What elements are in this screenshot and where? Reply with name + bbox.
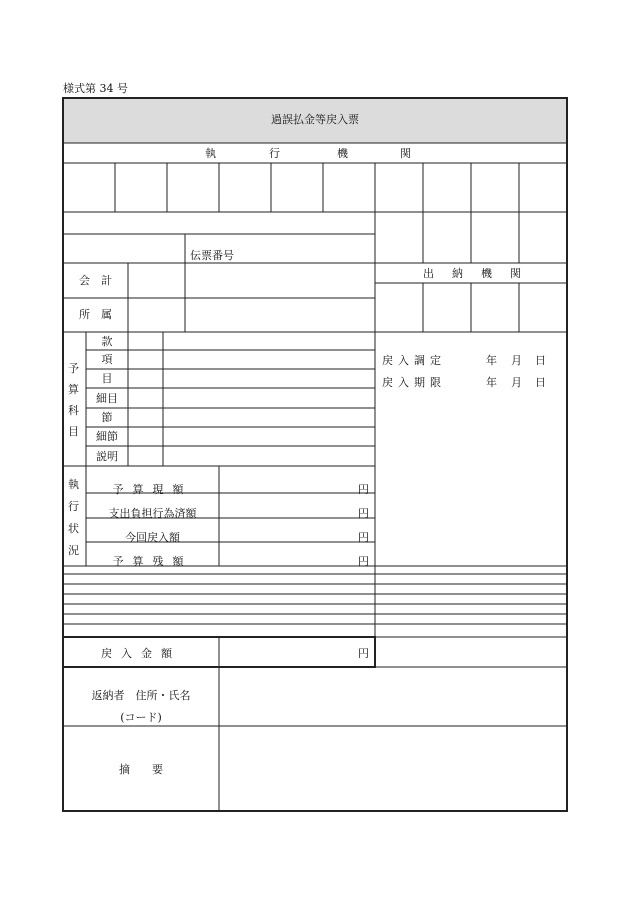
- suitou-char: 出: [423, 267, 434, 280]
- returner-label: 返納者 住所・氏名: [91, 689, 191, 702]
- day-label: 日: [535, 376, 546, 389]
- form-title: 過誤払金等戻入票: [271, 113, 359, 126]
- budget-item-saisetsu: 細節: [96, 430, 118, 443]
- year-label: 年: [486, 376, 497, 389]
- budget-current-label: 予算現額: [112, 483, 193, 496]
- suitou-char: 機: [481, 267, 492, 280]
- shozoku-label: 所 属: [79, 308, 112, 321]
- budget-group-char: 科: [68, 404, 79, 417]
- yen-unit: 円: [358, 555, 369, 568]
- month-label: 月: [511, 354, 522, 367]
- yen-unit: 円: [358, 507, 369, 520]
- suitou-char: 納: [452, 267, 463, 280]
- execution-group-char: 況: [68, 544, 79, 557]
- kaikei-label: 会 計: [79, 274, 112, 287]
- budget-item-setsumei: 説明: [96, 450, 118, 463]
- budget-item-moku: 目: [101, 372, 113, 385]
- budget-item-saimoku: 細目: [96, 392, 118, 405]
- year-label: 年: [486, 354, 497, 367]
- budget-item-kou: 項: [101, 353, 113, 366]
- return-amount-label: 戻入金額: [101, 647, 181, 660]
- form-number: 様式第 34 号: [63, 82, 128, 95]
- budget-group-char: 予: [68, 362, 79, 375]
- yen-unit: 円: [358, 647, 369, 660]
- expenditure-committed-label: 支出負担行為済額: [108, 507, 197, 520]
- suitou-char: 関: [510, 267, 521, 280]
- exec-org-char: 執: [205, 147, 216, 160]
- exec-org-header: [63, 143, 567, 163]
- budget-group-char: 目: [68, 425, 79, 438]
- budget-group-char: 算: [68, 383, 79, 396]
- budget-remaining-label: 予算残額: [112, 555, 193, 568]
- return-adjust-label: 戻入調定: [382, 354, 446, 367]
- returner-code: (コード): [120, 711, 162, 724]
- day-label: 日: [535, 354, 546, 367]
- execution-group-char: 執: [68, 478, 79, 491]
- execution-group-char: 状: [68, 522, 79, 535]
- yen-unit: 円: [358, 531, 369, 544]
- exec-org-char: 関: [400, 147, 411, 160]
- exec-org-char: 機: [337, 147, 348, 160]
- slip-number-label: 伝票番号: [190, 249, 234, 262]
- budget-item-kan: 款: [101, 335, 113, 348]
- budget-item-setsu: 節: [101, 411, 113, 424]
- suitou-header: [375, 263, 567, 283]
- summary-label: 摘 要: [119, 763, 163, 776]
- execution-group-char: 行: [68, 500, 79, 513]
- current-return-label: 今回戻入額: [125, 531, 180, 544]
- return-deadline-label: 戻入期限: [382, 376, 446, 389]
- exec-org-char: 行: [269, 147, 280, 160]
- month-label: 月: [511, 376, 522, 389]
- yen-unit: 円: [358, 483, 369, 496]
